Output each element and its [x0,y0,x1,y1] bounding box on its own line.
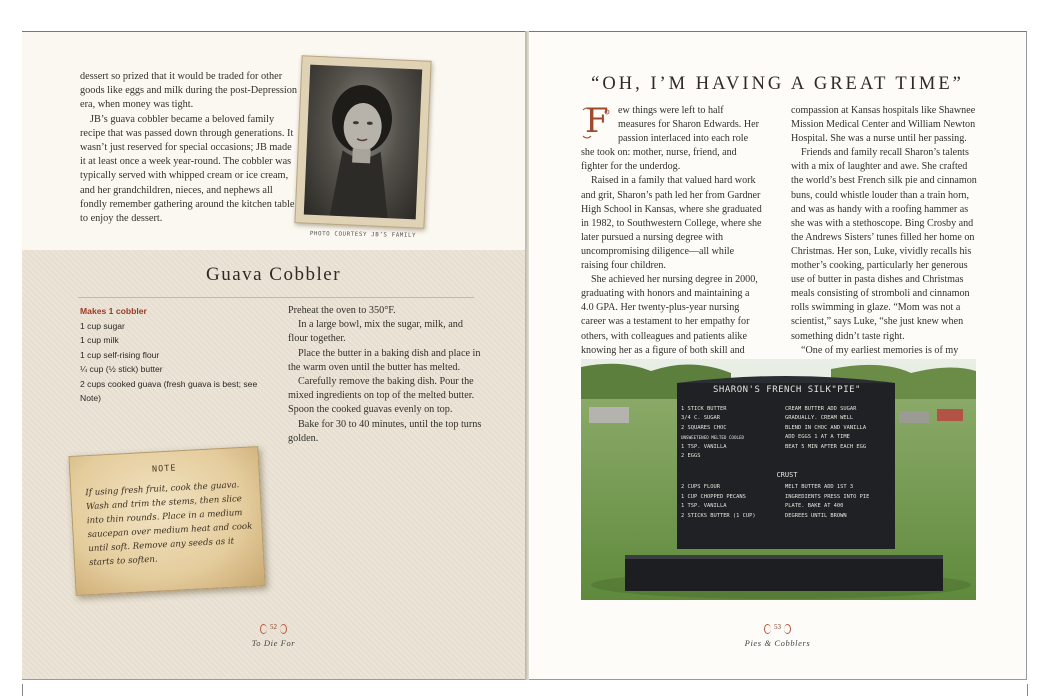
bleed-left [0,0,22,700]
crop-mark [22,684,23,696]
recipe-box [22,250,525,680]
bleed-right [1027,0,1056,700]
direction-step: Place the butter in a baking dish and place in the warm oven until the butter has melted. [288,347,481,373]
text-column-1 [581,101,763,358]
intro-text [80,70,298,226]
note-text: If using fresh fruit, cook the guava. Wash and trim the stems, then slice into thin rounds. Place in a medium saucepan over medium heat and cook until soft. Remove any seeds as it starts to soften. [85,480,253,569]
left-page [22,31,525,680]
body-paragraph: Friends and family recall Sharon’s talents with a mix of laughter and awe. She crafted the world’s best French silk pie and cinnamon buns, could whistle louder than a train horn, and was as handy with a roofing hammer as she was with a stethoscope. Bing Crosby and the Andrews Sisters’ tunes filled her home on Christmas. Her son, Luke, vividly recalls his mother’s cooking, particularly her generous use of butter in pasta dishes and Christmas meals consisting of stromboli and cinnamon rolls swimming in glaze. “Mom was not a scientist,” says Luke, “she just knew when something didn’t taste right. [791,147,977,342]
headstone-instructions [785,405,893,461]
ingredient-item: ¼ cup (½ stick) butter [80,364,163,374]
engraved-line: 3/4 C. SUGAR [681,415,720,422]
intro-paragraph: dessert so prized that it would be traded for other goods like eggs and milk during the post-Depression era, when money was tight. [80,71,298,111]
drop-cap-letter: F [585,101,609,141]
title-rule [78,297,474,298]
ingredient-item: 1 cup milk [80,335,119,345]
engraved-line: CREAM BUTTER ADD SUGAR [785,406,857,412]
direction-step: Bake for 30 to 40 minutes, until the top turns golden. [288,418,482,444]
text-column-2 [791,104,981,358]
headstone-crust-title: CRUST [776,471,798,480]
engraved-line: 1 TSP. VANILLA [681,503,727,510]
engraved-line: 1 TSP. VANILLA [681,443,727,450]
folio-right [529,616,1026,648]
headstone-ingredients [681,405,775,461]
portrait-drawing [304,65,422,220]
page-number: 52 [260,623,287,631]
lead-paragraph: ew things were left to half measures for Sharon Edwards. Her passion interlaced into each role she took on: mother, nurse, friend, and fighter for the underdog. [581,105,759,173]
ingredient-item: 1 cup self-rising flour [80,349,160,360]
crust-instructions [785,483,893,521]
crop-mark [1027,684,1028,696]
direction-step: In a large bowl, mix the sugar, milk, and flour together. [288,319,463,345]
note-heading: NOTE [151,463,177,475]
photo-credit: PHOTO COURTESY JB’S FAMILY [309,231,417,239]
engraved-line: 2 EGGS [681,453,701,460]
engraved-line: 1 CUP CHOPPED PECANS [681,493,746,500]
engraved-line: 2 STICKS BUTTER (1 CUP) [681,512,756,519]
running-title: Pies & Cobblers [744,638,811,648]
headstone-title: SHARON'S FRENCH SILK"PIE" [713,385,861,395]
recipe-yield: Makes 1 cobbler [80,306,147,316]
portrait-image [304,65,422,220]
body-paragraph: Raised in a family that valued hard work and grit, Sharon’s path led her from Gardner High School in Kansas, where she graduated in 1982, to Southwestern College, where she later pursued a nursing degree with uncompromising diligence—all while raising four children. [581,175,762,272]
article-heading: “OH, I’M HAVING A GREAT TIME” [591,74,964,94]
engraved-line: PLATE. BAKE AT 400 [785,503,844,510]
headstone-photo [581,359,976,600]
right-page [529,31,1027,680]
engraved-line: 2 CUPS FLOUR [681,484,720,491]
engraved-line: 1 STICK BUTTER [681,406,727,412]
engraved-line: BLEND IN CHOC AND VANILLA [785,424,867,431]
running-title: To Die For [251,638,296,648]
ingredient-item: 2 cups cooked guava (fresh guava is best; see Note) [80,378,258,403]
engraved-line: BEAT 5 MIN AFTER EACH EGG [785,443,867,450]
direction-step: Preheat the oven to 350°F. [288,305,396,316]
folio-left [22,616,525,648]
engraved-line: GRADUALLY. CREAM WELL [785,415,854,422]
engraved-line: UNSWEETENED MELTED COOLED [681,435,745,441]
drop-cap [581,101,613,141]
directions [288,304,484,446]
note-card [68,446,265,596]
engraved-line: MELT BUTTER ADD 1ST 3 [785,484,854,491]
body-paragraph: “One of my earliest memories is of my [801,344,959,356]
ingredient-item: 1 cup sugar [80,320,125,331]
direction-step: Carefully remove the baking dish. Pour the mixed ingredients on top of the melted butter. Spoon the cooked guavas evenly on top. [288,376,475,416]
engraved-line: 2 SQUARES CHOC [681,424,727,431]
page-number: 53 [764,623,791,631]
body-paragraph: She achieved her nursing degree in 2000, graduating with honors and maintaining a 4.0 GPA. Her twenty-plus-year nursing career was a testament to her empathy for others, with colleagues and patients alike knowing her as a figure of both skill and [581,274,758,356]
headstone-engraving [681,385,893,521]
body-paragraph: compassion at Kansas hospitals like Shawnee Mission Medical Center and William Newton Hospital. She was a nurse until her passing. [791,105,976,145]
vintage-portrait-photo [294,55,431,229]
recipe-title: Guava Cobbler [205,264,342,285]
engraved-line: INGREDIENTS PRESS INTO PIE [785,493,870,500]
engraved-line: ADD EGGS 1 AT A TIME [785,434,850,441]
engraved-line: DEGREES UNTIL BROWN [785,512,847,519]
intro-paragraph: JB’s guava cobbler became a beloved family recipe that was passed down through generations. It wasn’t just reserved for special occasions; JB made it at least once a week year-round. The cobbler was typically served with whipped cream or ice cream, and her grandchildren, nieces, and nephews all fondly remember gathering around the kitchen table to enjoy the dessert. [80,113,295,225]
ingredients-list [80,304,280,406]
crust-ingredients [681,483,775,521]
